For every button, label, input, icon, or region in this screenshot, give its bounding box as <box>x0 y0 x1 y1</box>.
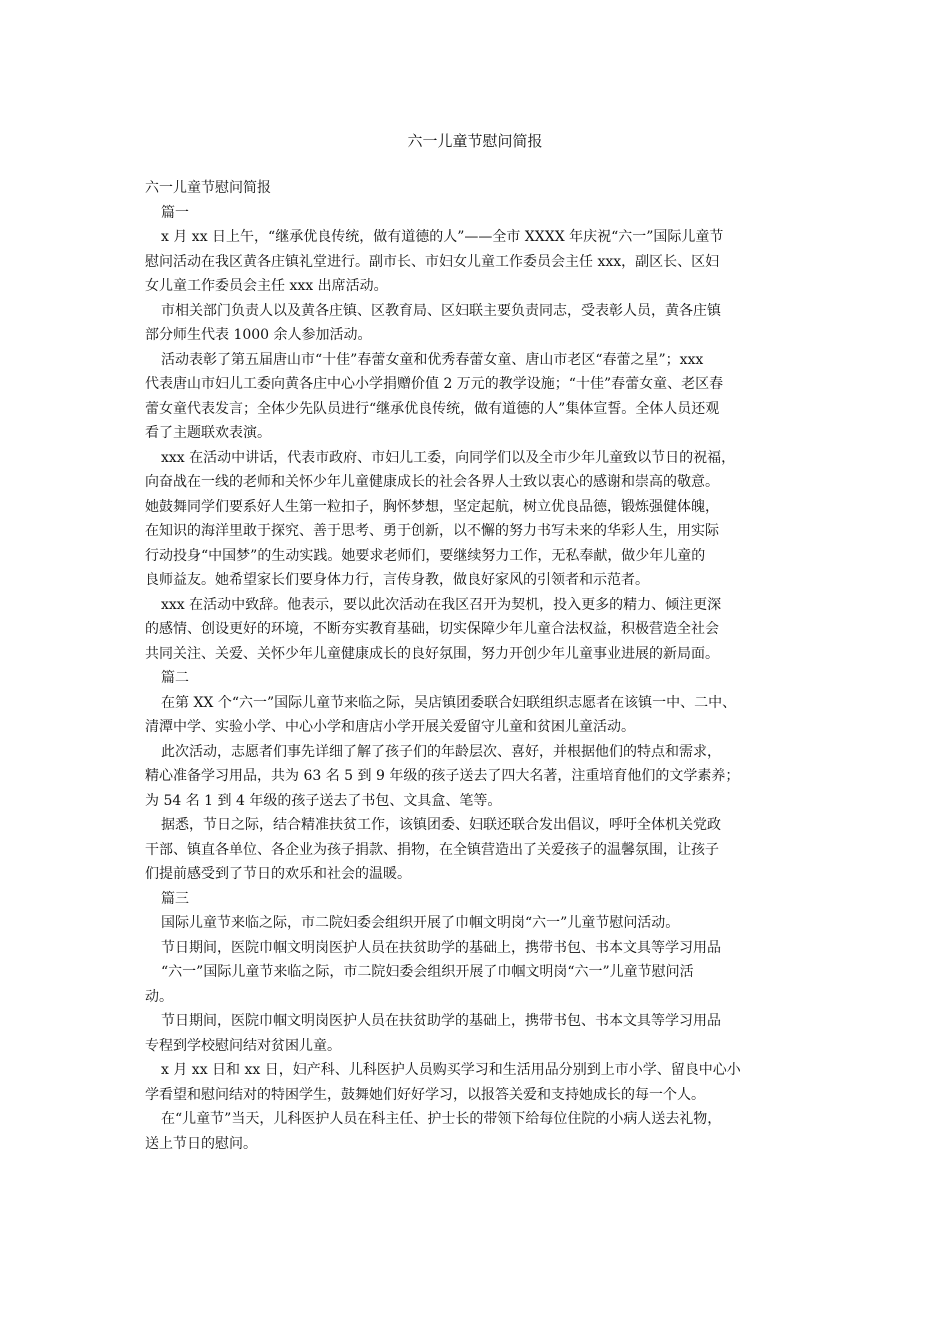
text-line: 女儿童工作委员会主任 xxx 出席活动。 <box>145 278 388 294</box>
text-line: 节日期间，医院巾帼文明岗医护人员在扶贫助学的基础上，携带书包、书本文具等学习用品 <box>161 939 721 956</box>
text-line: x 月 xx 日上午，“继承优良传统，做有道德的人”——全市 XXXX 年庆祝“六一”国际儿童节 <box>161 229 724 245</box>
text-line: 节日期间，医院巾帼文明岗医护人员在扶贫助学的基础上，携带书包、书本文具等学习用品 <box>161 1013 721 1029</box>
text-line: 据悉，节日之际，结合精准扶贫工作，该镇团委、妇联还联合发出倡议，呼吁全体机关党政 <box>161 817 721 833</box>
text-line: 干部、镇直各单位、各企业为孩子捐款、捐物，在全镇营造出了关爱孩子的温馨氛围，让孩子 <box>145 841 719 858</box>
text-line: 篇二 <box>161 670 189 686</box>
text-line: 篇一 <box>161 204 189 221</box>
text-line: 活动表彰了第五届唐山市“十佳”春蕾女童和优秀春蕾女童、唐山市老区“春蕾之星”；xxx <box>161 351 704 368</box>
text-line: 送上节日的慰问。 <box>145 1135 257 1152</box>
text-line: 们提前感受到了节日的欢乐和社会的温暖。 <box>145 866 411 882</box>
page-title: 六一儿童节慰问简报 <box>407 132 543 150</box>
text-line: 市相关部门负责人以及黄各庄镇、区教育局、区妇联主要负责同志，受表彰人员，黄各庄镇 <box>161 302 721 319</box>
text-line: 共同关注、关爱、关怀少年儿童健康成长的良好氛围，努力开创少年儿童事业进展的新局面。 <box>145 645 719 662</box>
text-line: 行动投身“中国梦”的生动实践。她要求老师们，要继续努力工作，无私奉献，做少年儿童的 <box>145 547 706 564</box>
text-line: 部分师生代表 1000 余人参加活动。 <box>145 327 372 343</box>
text-line: 看了主题联欢表演。 <box>145 425 271 441</box>
text-line: 慰问活动在我区黄各庄镇礼堂进行。副市长、市妇女儿童工作委员会主任 xxx，副区长、区妇 <box>145 253 720 270</box>
text-line: 此次活动，志愿者们事先详细了解了孩子们的年龄层次、喜好，并根据他们的特点和需求， <box>161 743 721 760</box>
text-line: 的感情、创设更好的环境，不断夯实教育基础，切实保障少年儿童合法权益，积极营造全社会 <box>145 621 719 637</box>
text-line: xxx 在活动中讲话，代表市政府、市妇儿工委，向同学们以及全市少年儿童致以节日的祝福， <box>161 449 736 466</box>
text-line: 良师益友。她希望家长们要身体力行，言传身教，做良好家风的引领者和示范者。 <box>145 572 649 588</box>
text-line: 蕾女童代表发言；全体少先队员进行“继承优良传统，做有道德的人”集体宣誓。全体人员还观 <box>145 400 720 417</box>
document-body <box>145 176 820 1156</box>
text-line: 在第 XX 个“六一”国际儿童节来临之际，吴店镇团委联合妇联组织志愿者在该镇一中、二中、 <box>161 694 737 711</box>
text-line: 向奋战在一线的老师和关怀少年儿童健康成长的社会各界人士致以衷心的感谢和崇高的敬意。 <box>145 474 719 490</box>
text-line: 清潭中学、实验小学、中心小学和唐店小学开展关爱留守儿童和贫困儿童活动。 <box>145 719 635 735</box>
text-line: 学看望和慰问结对的特困学生，鼓舞她们好好学习，以报答关爱和支持她成长的每一个人。 <box>145 1086 705 1103</box>
text-line: “六一”国际儿童节来临之际，市二院妇委会组织开展了巾帼文明岗“六一”儿童节慰问活 <box>161 964 694 980</box>
text-line: xxx 在活动中致辞。他表示，要以此次活动在我区召开为契机，投入更多的精力、倾注更深 <box>161 596 722 613</box>
text-line: 在“儿童节”当天，儿科医护人员在科主任、护士长的带领下给每位住院的小病人送去礼物， <box>161 1111 722 1127</box>
text-line: x 月 xx 日和 xx 日，妇产科、儿科医护人员购买学习和生活用品分别到上市小学、留良中心小 <box>161 1062 741 1078</box>
text-line: 精心准备学习用品，共为 63 名 5 到 9 年级的孩子送去了四大名著，注重培育他们的文学素养； <box>145 768 740 784</box>
text-line: 篇三 <box>161 890 189 907</box>
text-line: 国际儿童节来临之际，市二院妇委会组织开展了巾帼文明岗“六一”儿童节慰问活动。 <box>161 915 680 931</box>
text-line: 在知识的海洋里敢于探究、善于思考、勇于创新，以不懈的努力书写未来的华彩人生，用实际 <box>145 523 719 539</box>
text-line: 为 54 名 1 到 4 年级的孩子送去了书包、文具盒、笔等。 <box>145 792 502 809</box>
text-line: 动。 <box>145 988 173 1005</box>
text-line: 代表唐山市妇儿工委向黄各庄中心小学捐赠价值 2 万元的教学设施；“十佳”春蕾女童、老区春 <box>145 376 724 392</box>
text-line: 专程到学校慰问结对贫困儿童。 <box>145 1037 341 1054</box>
text-line: 六一儿童节慰问简报 <box>145 180 271 196</box>
text-line: 她鼓舞同学们要系好人生第一粒扣子，胸怀梦想，坚定起航，树立优良品德，锻炼强健体魄， <box>145 498 719 515</box>
